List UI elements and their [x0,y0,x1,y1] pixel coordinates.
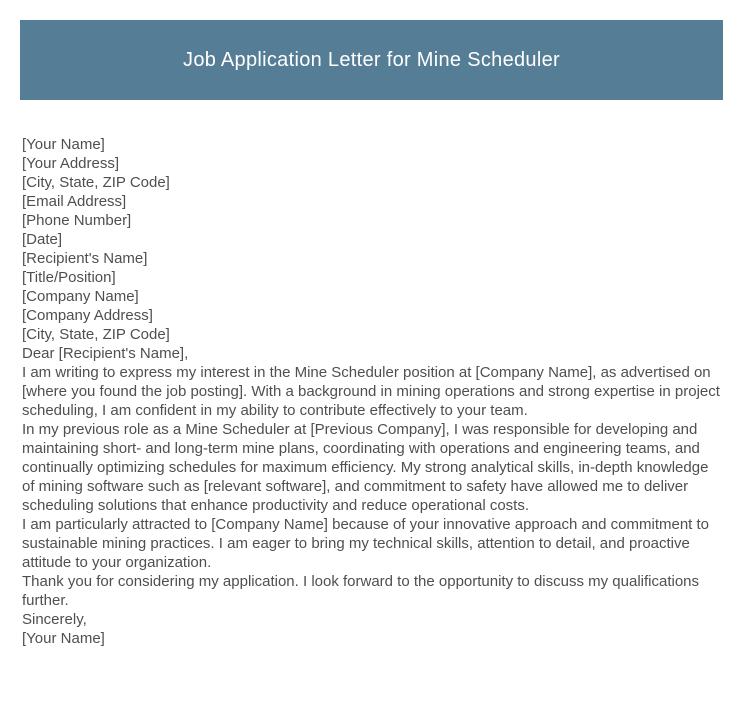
page-title: Job Application Letter for Mine Scheduler [183,48,560,71]
title-banner [20,20,723,100]
recipient-name-line: [Recipient's Name] [22,250,148,267]
sender-email-line: [Email Address] [22,193,127,210]
sender-phone-line: [Phone Number] [22,212,132,229]
paragraph-experience: In my previous role as a Mine Scheduler at [Previous Company], I was responsible for developing and maintaining short- and long-term mine plans, coordinating with operations and engineering teams, and continually optimizing schedules for maximum efficiency. My strong analytical skills, in-depth knowledge of mining software such as [relevant software], and commitment to safety have allowed me to deliver scheduling solutions that enhance productivity and reduce operational costs. [22,421,709,514]
paragraph-thanks: Thank you for considering my application. I look forward to the opportunity to discuss my qualifications further. [22,573,700,609]
company-city-line: [City, State, ZIP Code] [22,326,170,343]
company-address-line: [Company Address] [22,307,153,324]
signature-line: [Your Name] [22,630,105,647]
paragraph-motivation: I am particularly attracted to [Company Name] because of your innovative approach and commitment to sustainable mining practices. I am eager to bring my technical skills, attention to detail, and proactive attitude to your organization. [22,516,710,571]
sender-address-line: [Your Address] [22,155,120,172]
sender-city-line: [City, State, ZIP Code] [22,174,170,191]
letter-body [22,135,723,648]
sender-name-line: [Your Name] [22,136,105,153]
paragraph-intro: I am writing to express my interest in the Mine Scheduler position at [Company Name], as advertised on [where you found the job posting]. With a background in mining operations and strong expertise in project scheduling, I am confident in my ability to contribute effectively to your team. [22,364,720,419]
recipient-title-line: [Title/Position] [22,269,116,286]
salutation-line: Dear [Recipient's Name], [22,345,189,362]
closing-line: Sincerely, [22,611,87,628]
date-line: [Date] [22,231,63,248]
company-name-line: [Company Name] [22,288,139,305]
